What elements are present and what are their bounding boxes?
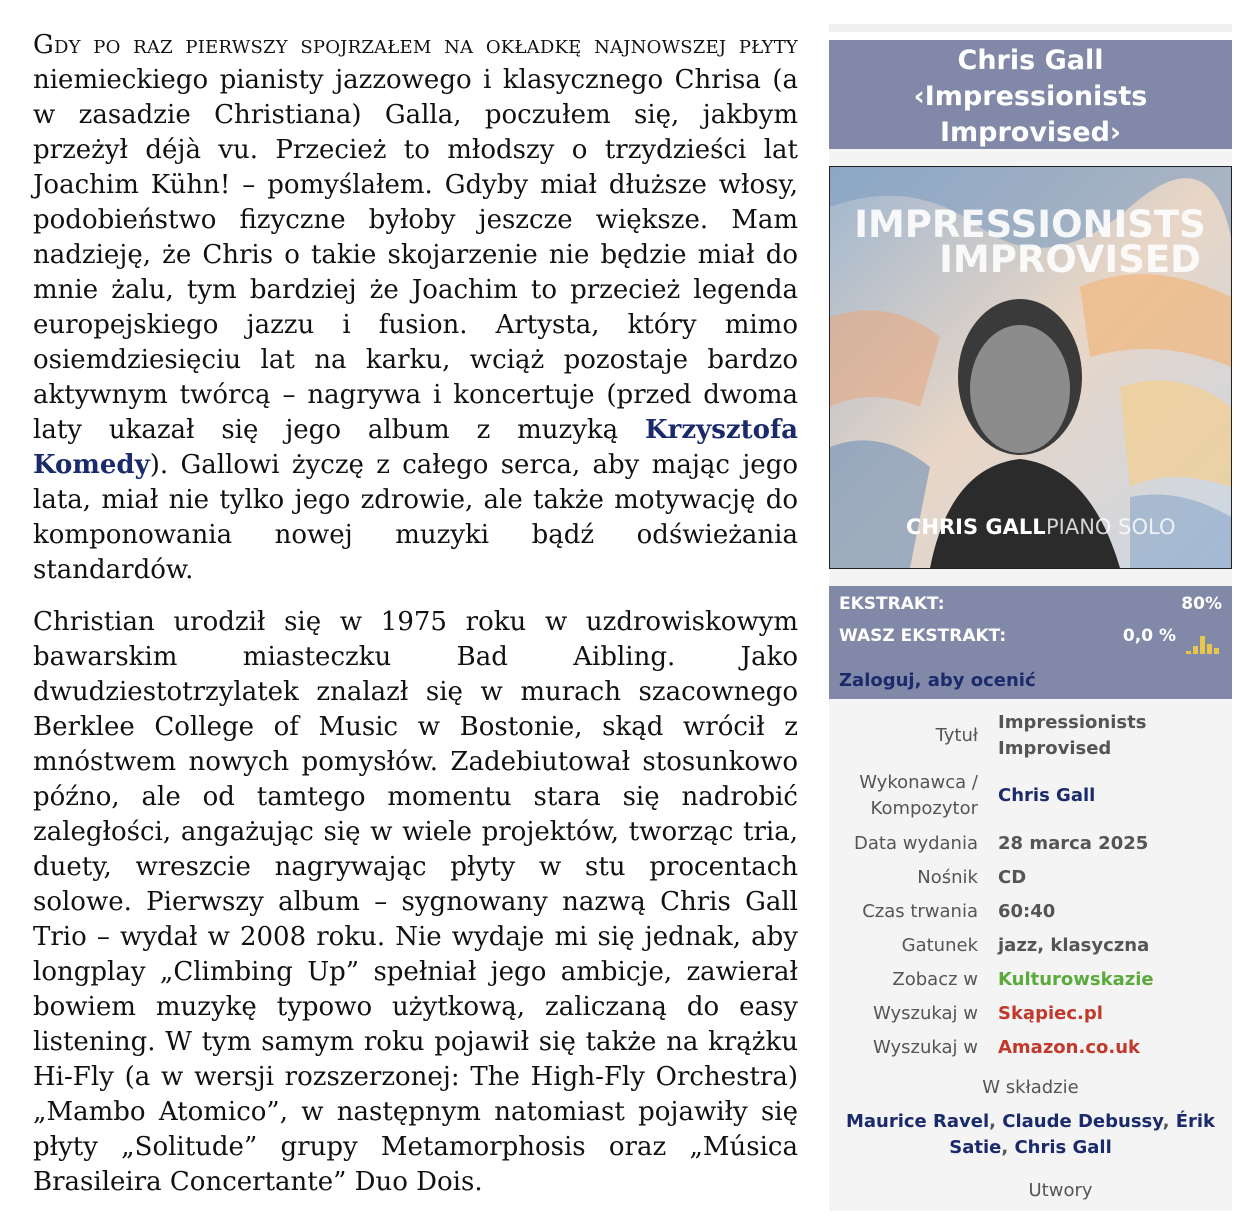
detail-value [998,710,1228,762]
rating-bars-icon[interactable] [1186,630,1222,654]
detail-value: 28 marca 2025 [998,833,1149,854]
album-cover-art [830,167,1231,568]
ekstrakt-label: EKSTRAKT: [839,594,945,614]
skapiec-link[interactable]: Skąpiec.pl [998,1003,1103,1024]
cover-artist: CHRIS GALL [906,515,1046,539]
wasz-ekstrakt-label: WASZ EKSTRAKT: [839,626,1007,646]
komeda-link[interactable]: Krzysztofa Komedy [33,415,798,480]
amazon-link[interactable]: Amazon.co.uk [998,1037,1140,1058]
lineup-separator: , [989,1111,1003,1132]
detail-label: Wyszukaj w [873,1003,978,1024]
ekstrakt-value: 80% [1181,594,1222,614]
album-name-line2: Improvised› [939,117,1122,148]
cover-subtitle: PIANO SOLO [1046,515,1176,539]
album-artist-title: Chris Gall [957,45,1104,76]
top-rule [829,24,1232,32]
detail-label-line: Kompozytor [870,798,978,819]
detail-label: Zobacz w [892,969,978,990]
detail-value: 60:40 [998,901,1056,922]
album-sidebar [829,40,1232,1211]
lead-in: Gdy po raz pierwszy spojrzałem na okładkę najnowszej płyty [33,30,798,60]
detail-value: CD [998,867,1027,888]
article-body [33,28,798,1217]
tracks-heading: Utwory [1028,1180,1093,1201]
detail-label: Data wydania [854,833,978,854]
album-cover[interactable] [829,166,1232,569]
detail-label: Czas trwania [862,901,978,922]
ekstrakt-row [839,594,1222,614]
lineup-heading: W składzie [982,1077,1079,1098]
detail-label [859,770,978,822]
detail-value-line: Impressionists [998,712,1147,733]
lineup-member-link[interactable]: Chris Gall [1014,1137,1112,1158]
lineup-member-link[interactable]: Érik Satie [949,1111,1216,1158]
paragraph-text: ). Gallowi życzę z całego serca, aby mając jego lata, miał nie tylko jego zdrowie, ale także motywację do komponowania nowej muzyki bądź odświeżania standardów. [33,450,798,585]
article-paragraph-2: Christian urodził się w 1975 roku w uzdrowiskowym bawarskim miasteczku Bad Aibling. Jako dwudziestotrzylatek znalazł się w murach szacownego Berklee College of Music w Bostonie, skąd wrócił z mnóstwem nowych pomysłów. Zadebiutował stosunkowo późno, ale od tamtego momentu stara się nadrobić zaległości, angażując się w wiele projektów, tworząc tria, duety, wreszcie nagrywając płyty w stu procentach solowe. Pierwszy album – sygnowany nazwą Chris Gall Trio – wydał w 2008 roku. Nie wydaje mi się jednak, aby longplay „Climbing Up” spełniał jego ambicje, zawierał bowiem muzykę typowo użytkową, zaliczaną do easy listening. W tym samym roku pojawił się także na krążku Hi-Fly (a w wersji rozszerzonej: The High-Fly Orchestra) „Mambo Atomico”, w następnym natomiast pojawiły się płyty „Solitude” grupy Metamorphosis oraz „Música Brasileira Concertante” Duo Dois. [33,607,798,1197]
lineup-list [839,1109,1222,1161]
cover-title-line2: IMPROVISED [939,238,1201,281]
lineup-member-link[interactable]: Maurice Ravel [845,1111,990,1132]
paragraph-text: niemieckiego pianisty jazzowego i klasycznego Chrisa (a w zasadzie Christiana) Galla, poczułem się, jakbym przeżył déjà vu. Przecież to młodszy o trzydzieści lat Joachim Kühn! – pomyślałem. Gdyby miał dłuższe włosy, podobieństwo fizyczne byłoby jeszcze większe. Mam nadzieję, że Chris o takie skojarzenie nie będzie miał do mnie żalu, tym bardziej że Joachim to przecież legenda europejskiego jazzu i fusion. Artysta, który mimo osiemdziesięciu lat na karku, wciąż pozostaje bardzo aktywnym twórcą – nagrywa i koncertuje (przed dwoma laty ukazał się jego album z muzyką [33,65,798,445]
performer-link[interactable]: Chris Gall [998,785,1096,806]
detail-label: Tytuł [935,725,978,746]
lineup-separator: , [1001,1137,1015,1158]
detail-value: jazz, klasyczna [998,935,1150,956]
rating-box [829,586,1232,699]
detail-label: Wyszukaj w [873,1037,978,1058]
article-paragraph-1 [33,28,798,588]
lineup-member-link[interactable]: Claude Debussy [1002,1111,1163,1132]
lineup-separator: , [1162,1111,1176,1132]
wasz-ekstrakt-value: 0,0 % [1122,626,1176,646]
login-to-rate-link[interactable]: Zaloguj, aby ocenić [839,670,1036,691]
album-name-line1: ‹Impressionists [913,81,1148,112]
kulturowskaz-link[interactable]: Kulturowskazie [998,969,1154,990]
album-title-box [829,40,1232,149]
detail-label: Nośnik [917,867,978,888]
cover-title-line1: IMPRESSIONISTS [854,203,1206,246]
detail-value-line: Improvised [998,738,1112,759]
detail-label-line: Wykonawca / [859,772,978,793]
detail-label: Gatunek [901,935,978,956]
wasz-ekstrakt-row [839,626,1222,646]
